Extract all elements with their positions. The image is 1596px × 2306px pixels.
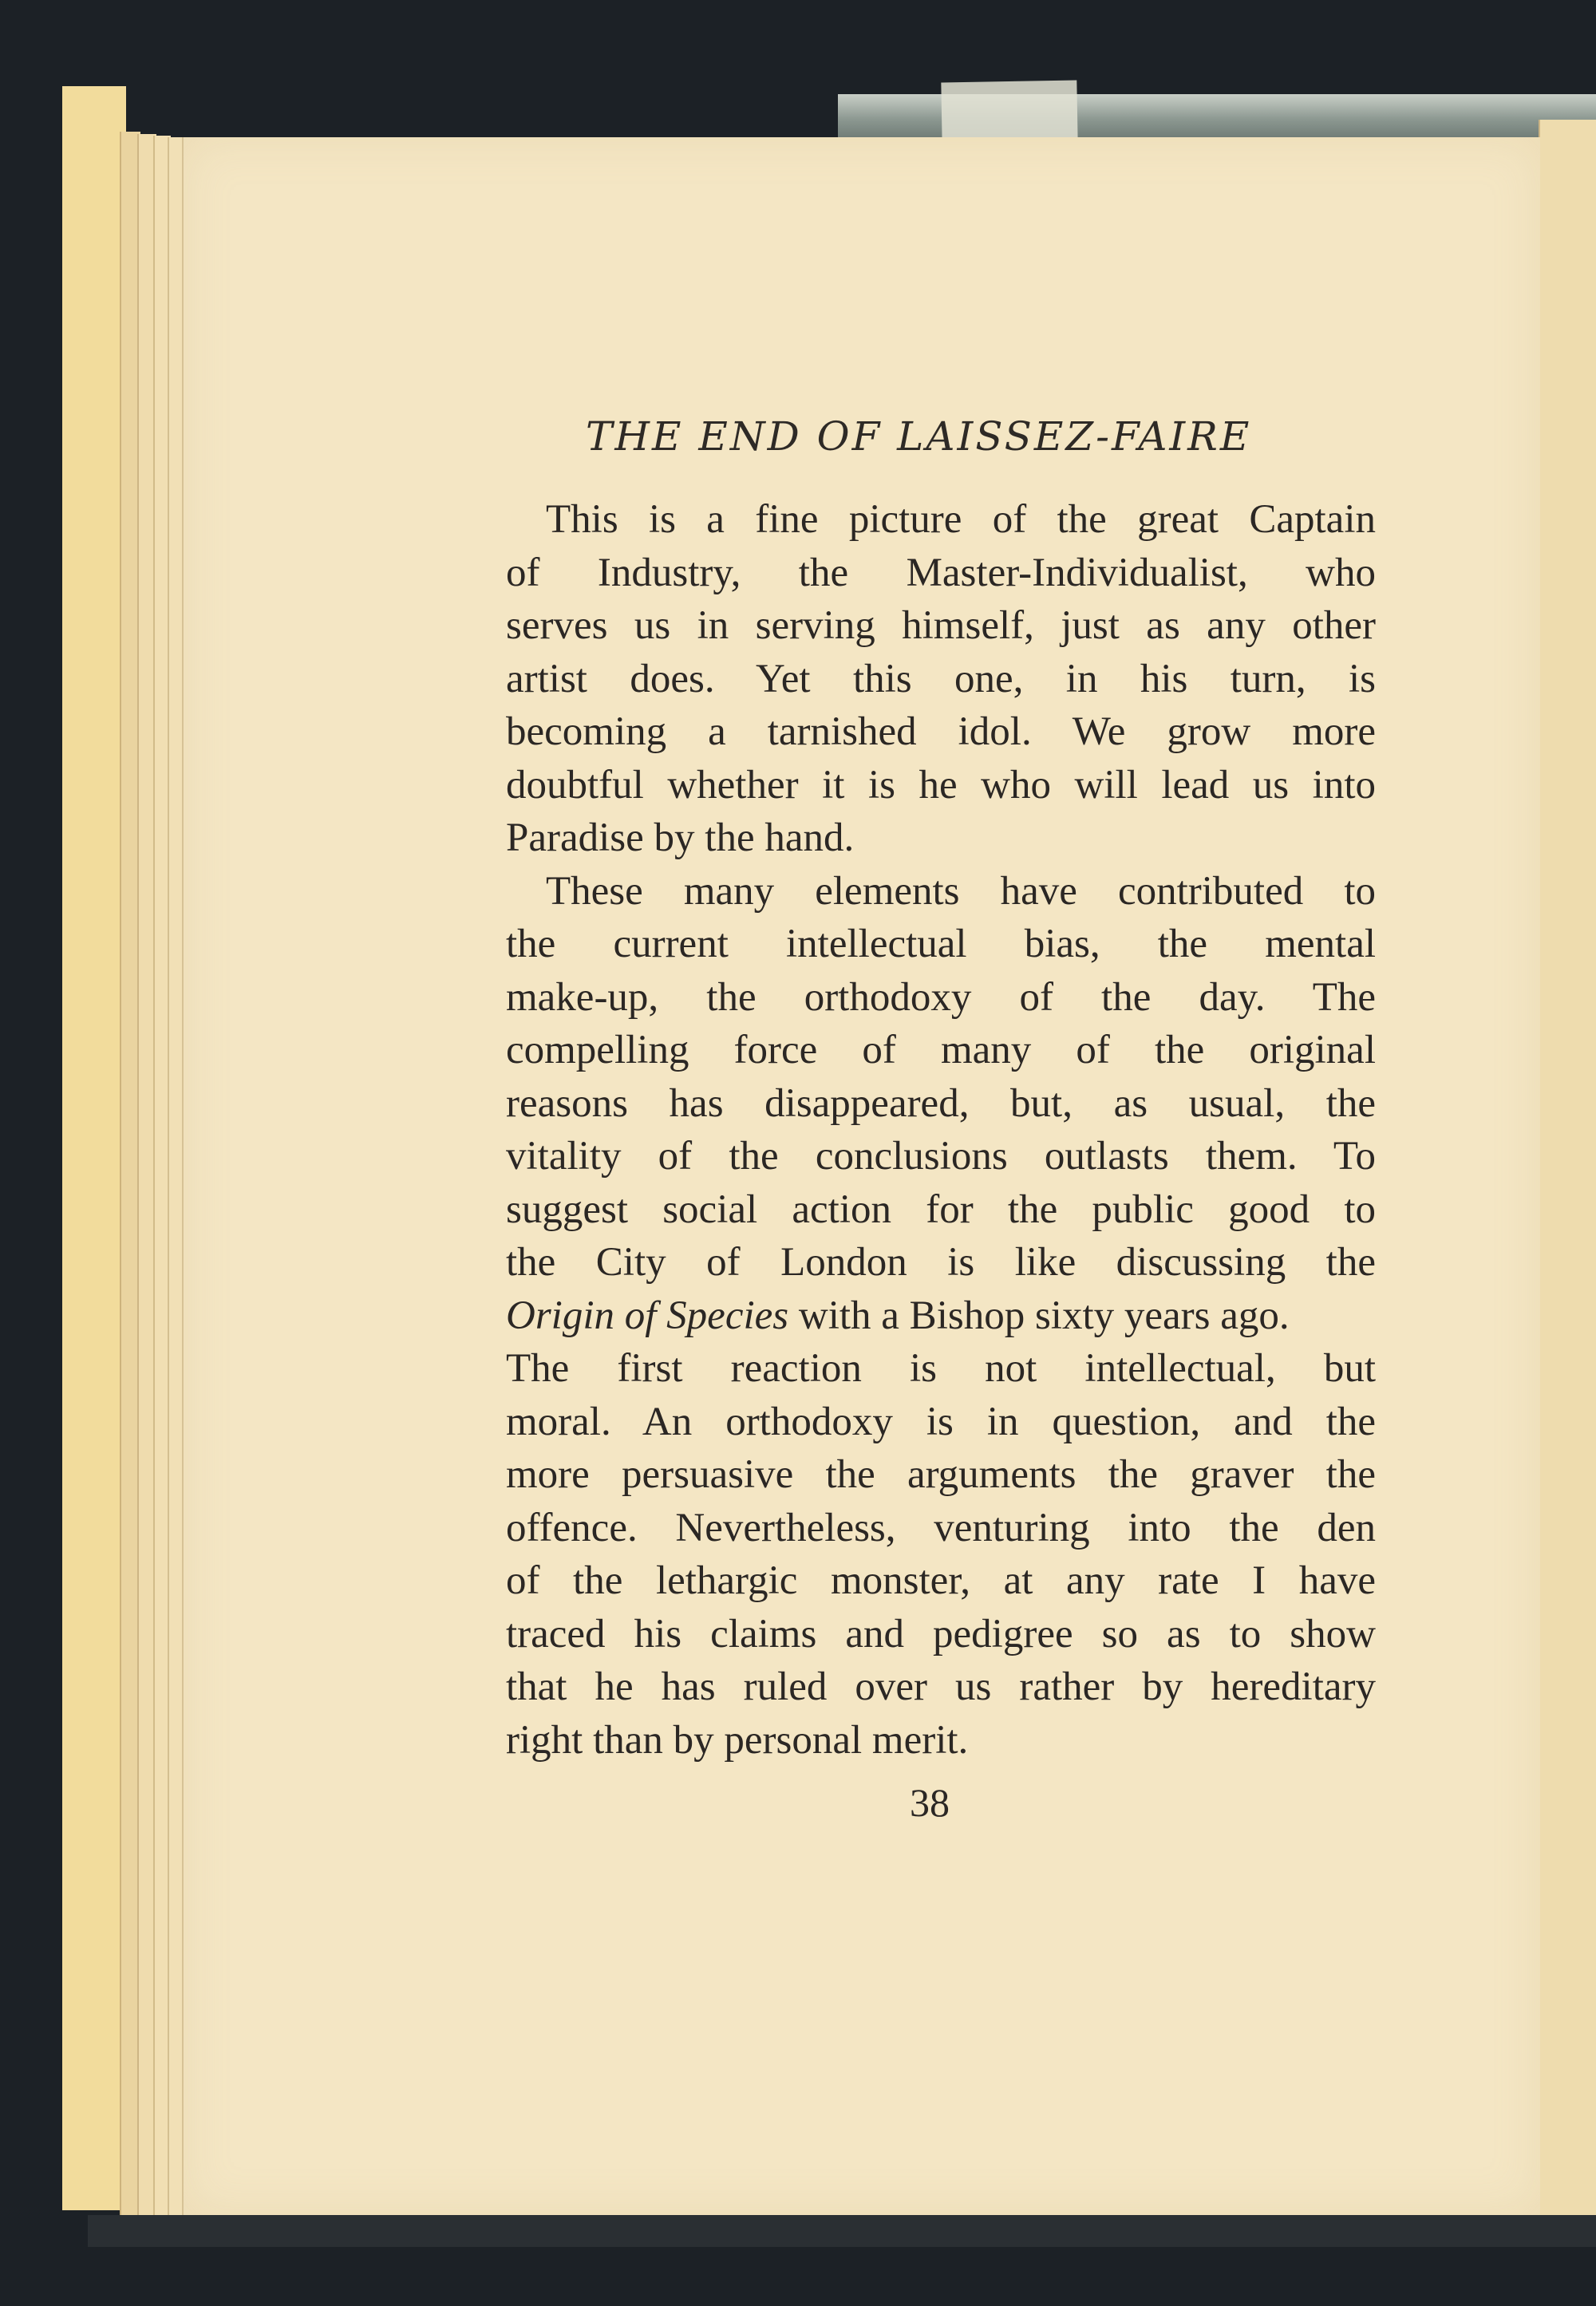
text-line: This is a fine picture of the great Captain — [546, 497, 1376, 542]
text-line: of the lethargic monster, at any rate I have — [506, 1558, 1376, 1603]
text-line-rest: with a Bishop sixty years ago. — [798, 1293, 1290, 1338]
text-line: make-up, the orthodoxy of the day. The — [506, 974, 1376, 1020]
text-line: moral. An orthodoxy is in question, and the — [506, 1399, 1376, 1444]
text-line: becoming a tarnished idol. We grow more — [506, 709, 1376, 754]
text-line: the City of London is like discussing the — [506, 1240, 1376, 1285]
text-line: doubtful whether it is he who will lead us into — [506, 762, 1376, 807]
cover-shadow — [88, 2215, 1596, 2247]
italic-title: Origin of Species — [506, 1293, 789, 1338]
text-line: the current intellectual bias, the mental — [506, 922, 1376, 966]
text-line: The first reaction is not intellectual, but — [506, 1346, 1376, 1391]
text-line: of Industry, the Master-Individualist, who — [506, 550, 1376, 595]
text-line: vitality of the conclusions outlasts them. To — [506, 1134, 1376, 1179]
text-line: These many elements have contributed to — [546, 868, 1376, 914]
text-line: suggest social action for the public good to — [506, 1187, 1376, 1232]
cover-edge — [62, 86, 126, 2210]
text-line — [506, 1289, 1376, 1343]
text-line: reasons has disappeared, but, as usual, the — [506, 1080, 1376, 1126]
text-line: that he has ruled over us rather by hereditary — [506, 1664, 1376, 1709]
running-head: THE END OF LAISSEZ-FAIRE — [586, 413, 1252, 460]
text-line: more persuasive the arguments the graver the — [506, 1452, 1376, 1497]
facing-page-edge — [1539, 120, 1596, 2234]
text-line: right than by personal merit. — [506, 1717, 969, 1763]
text-line: serves us in serving himself, just as any other — [506, 603, 1376, 648]
text-line: Paradise by the hand. — [506, 815, 855, 860]
text-line: offence. Nevertheless, venturing into the den — [506, 1505, 1376, 1550]
page-body — [506, 493, 1376, 1767]
page-number: 38 — [910, 1780, 950, 1825]
text-line: artist does. Yet this one, in his turn, is — [506, 656, 1376, 701]
text-line: traced his claims and pedigree so as to show — [506, 1611, 1376, 1656]
text-line: compelling force of many of the original — [506, 1028, 1376, 1072]
